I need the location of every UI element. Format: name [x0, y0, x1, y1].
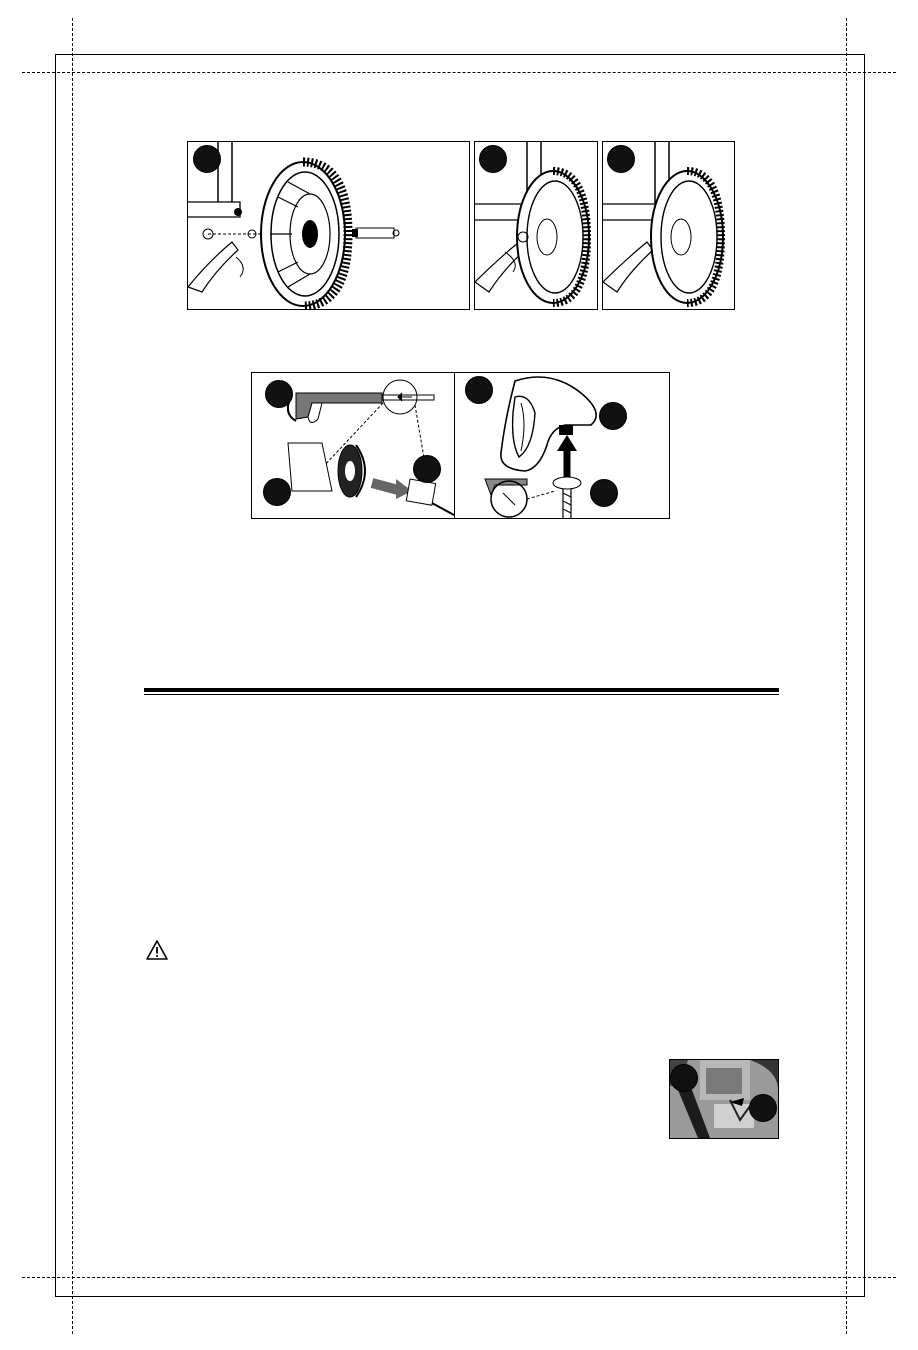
callout-a2: [479, 145, 507, 173]
callout-b2-a: [599, 402, 627, 430]
callout-c2: [749, 1094, 777, 1122]
wheel-axle-exploded-diagram-icon: [188, 142, 469, 309]
warning-triangle-icon: [146, 940, 168, 960]
callout-b2-b: [590, 479, 618, 507]
section-rule-thin: [144, 694, 779, 695]
callout-a3: [607, 145, 635, 173]
callout-a1: [193, 145, 221, 173]
wheel-step-1-figure: [187, 141, 470, 310]
callout-c1: [670, 1064, 698, 1092]
callout-b2: [465, 376, 493, 404]
callout-b1: [265, 380, 293, 408]
section-rule: [144, 688, 779, 692]
callout-b1-b: [413, 455, 441, 483]
callout-b1-a: [263, 478, 291, 506]
